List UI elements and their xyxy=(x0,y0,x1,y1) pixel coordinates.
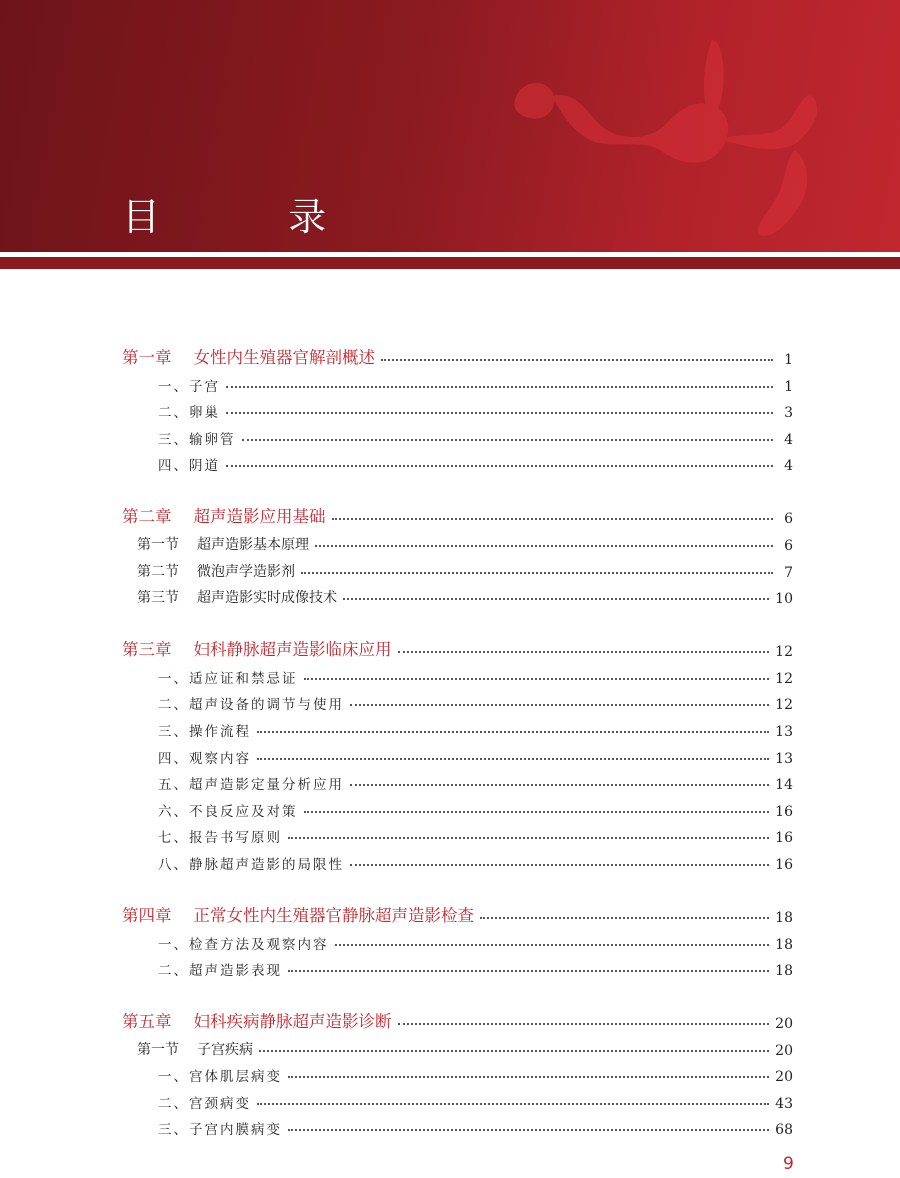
item-label: 二、宫颈病变 xyxy=(158,1095,251,1112)
item-page-number: 68 xyxy=(775,1122,793,1139)
item-page-number: 3 xyxy=(784,405,793,422)
toc-item-row[interactable] xyxy=(0,395,900,422)
toc-item-row[interactable] xyxy=(0,368,900,395)
toc-chapter-group xyxy=(0,497,900,607)
toc-item-row[interactable] xyxy=(0,660,900,687)
item-label: 四、观察内容 xyxy=(158,750,251,767)
chapter-page-number: 18 xyxy=(775,909,793,926)
item-label: 七、报告书写原则 xyxy=(158,830,282,847)
leader-dots xyxy=(288,837,769,839)
item-label: 五、超声造影定量分析应用 xyxy=(158,777,344,794)
leader-dots xyxy=(259,1050,769,1052)
leader-dots xyxy=(304,678,770,680)
item-page-number: 12 xyxy=(775,697,793,714)
leader-dots xyxy=(315,545,773,547)
item-label: 二、卵巢 xyxy=(158,405,220,422)
chapter-page-number: 6 xyxy=(784,511,793,528)
toc-item-row[interactable] xyxy=(0,421,900,448)
leader-dots xyxy=(288,1076,769,1078)
toc-item-row[interactable] xyxy=(0,820,900,847)
toc-item-row[interactable] xyxy=(0,793,900,820)
toc-item-row[interactable] xyxy=(0,1085,900,1112)
toc-chapter-row[interactable] xyxy=(0,896,900,926)
toc-section-row[interactable] xyxy=(0,527,900,554)
toc-item-row[interactable] xyxy=(0,1059,900,1086)
leader-dots xyxy=(288,970,769,972)
item-label: 三、输卵管 xyxy=(158,431,236,448)
item-label: 六、不良反应及对策 xyxy=(158,803,298,820)
item-page-number: 14 xyxy=(775,777,793,794)
item-label: 二、超声设备的调节与使用 xyxy=(158,697,344,714)
leader-dots xyxy=(257,1103,769,1105)
leader-dots xyxy=(335,944,770,946)
table-of-contents xyxy=(0,338,900,1161)
leader-dots xyxy=(343,598,769,600)
leader-dots xyxy=(304,811,770,813)
item-label: 二、超声造影表现 xyxy=(158,963,282,980)
item-page-number: 18 xyxy=(775,936,793,953)
item-label: 一、检查方法及观察内容 xyxy=(158,936,329,953)
toc-section-row[interactable] xyxy=(0,554,900,581)
toc-chapter-group xyxy=(0,630,900,873)
item-label: 八、静脉超声造影的局限性 xyxy=(158,856,344,873)
item-label: 一、宫体肌层病变 xyxy=(158,1069,282,1086)
item-page-number: 16 xyxy=(775,803,793,820)
toc-chapter-group xyxy=(0,338,900,474)
toc-item-row[interactable] xyxy=(0,926,900,953)
item-label: 三、子宫内膜病变 xyxy=(158,1122,282,1139)
chapter-page-number: 1 xyxy=(784,352,793,368)
chapter-page-number: 12 xyxy=(775,644,793,661)
item-label: 一、适应证和禁忌证 xyxy=(158,670,298,687)
item-page-number: 16 xyxy=(775,856,793,873)
section-label: 第三节 超声造影实时成像技术 xyxy=(137,590,337,607)
item-page-number: 12 xyxy=(775,670,793,687)
toc-chapter-row[interactable] xyxy=(0,338,900,368)
toc-chapter-row[interactable] xyxy=(0,630,900,660)
chapter-label: 第四章 正常女性内生殖器官静脉超声造影检查 xyxy=(122,905,474,925)
page-title: 目 录 xyxy=(122,195,385,239)
item-page-number: 4 xyxy=(784,431,793,448)
chapter-label: 第一章 女性内生殖器官解剖概述 xyxy=(122,348,375,367)
item-label: 三、操作流程 xyxy=(158,723,251,740)
chapter-label: 第五章 妇科疾病静脉超声造影诊断 xyxy=(122,1012,392,1032)
section-page-number: 7 xyxy=(784,564,793,581)
leader-dots xyxy=(350,864,769,866)
toc-item-row[interactable] xyxy=(0,448,900,475)
leader-dots xyxy=(301,572,773,574)
item-label: 四、阴道 xyxy=(158,458,220,475)
leader-dots xyxy=(350,704,769,706)
section-label: 第一节 子宫疾病 xyxy=(137,1041,253,1058)
item-page-number: 1 xyxy=(784,378,793,395)
section-page-number: 6 xyxy=(784,537,793,554)
chapter-page-number: 20 xyxy=(775,1016,793,1033)
page-number: 9 xyxy=(783,1154,794,1174)
section-page-number: 10 xyxy=(775,591,793,608)
toc-chapter-row[interactable] xyxy=(0,1002,900,1032)
leader-dots xyxy=(350,784,769,786)
leader-dots xyxy=(381,359,773,361)
toc-chapter-row[interactable] xyxy=(0,497,900,527)
chapter-label: 第二章 超声造影应用基础 xyxy=(122,507,326,527)
leader-dots xyxy=(226,412,773,414)
section-label: 第二节 微泡声学造影剂 xyxy=(137,563,295,580)
section-label: 第一节 超声造影基本原理 xyxy=(137,536,309,553)
item-page-number: 13 xyxy=(775,750,793,767)
leader-dots xyxy=(398,1023,770,1025)
header-banner xyxy=(0,0,900,252)
item-label: 一、子宫 xyxy=(158,378,220,395)
item-page-number: 18 xyxy=(775,963,793,980)
item-page-number: 20 xyxy=(775,1069,793,1086)
toc-item-row[interactable] xyxy=(0,713,900,740)
toc-item-row[interactable] xyxy=(0,953,900,980)
toc-item-row[interactable] xyxy=(0,687,900,714)
leader-dots xyxy=(332,518,774,520)
toc-item-row[interactable] xyxy=(0,846,900,873)
leader-dots xyxy=(226,386,773,388)
item-page-number: 16 xyxy=(775,830,793,847)
leader-dots xyxy=(288,1129,769,1131)
leader-dots xyxy=(226,465,773,467)
toc-item-row[interactable] xyxy=(0,767,900,794)
item-page-number: 13 xyxy=(775,723,793,740)
leader-dots xyxy=(257,758,769,760)
item-page-number: 43 xyxy=(775,1095,793,1112)
toc-item-row[interactable] xyxy=(0,1112,900,1139)
toc-section-row[interactable] xyxy=(0,1032,900,1059)
leader-dots xyxy=(242,439,774,441)
toc-chapter-group xyxy=(0,896,900,979)
toc-chapter-group xyxy=(0,1002,900,1138)
chapter-label: 第三章 妇科静脉超声造影临床应用 xyxy=(122,640,392,660)
section-page-number: 20 xyxy=(775,1042,793,1059)
leader-dots xyxy=(257,731,769,733)
header-divider-red xyxy=(0,257,900,269)
leader-dots xyxy=(398,651,770,653)
item-page-number: 4 xyxy=(784,458,793,475)
toc-item-row[interactable] xyxy=(0,740,900,767)
leader-dots xyxy=(480,917,769,919)
toc-section-row[interactable] xyxy=(0,581,900,608)
